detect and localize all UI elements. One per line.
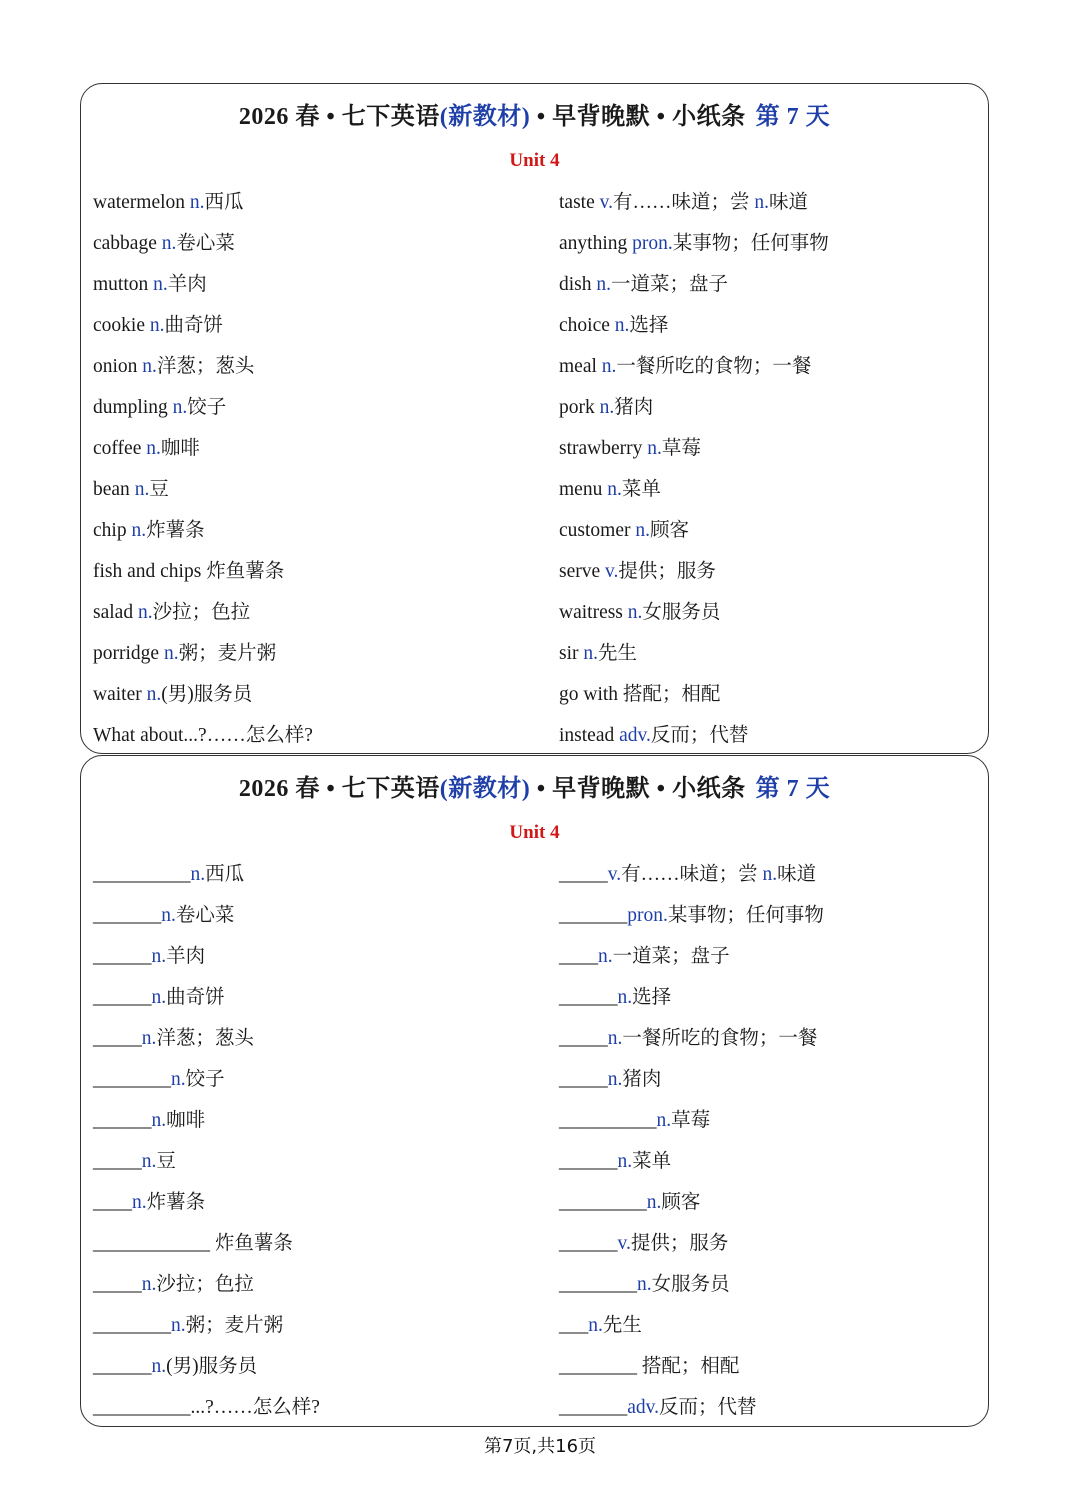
- part-of-speech: n.: [153, 274, 168, 295]
- title-edition: (新教材): [439, 776, 531, 802]
- dictation-row: [93, 860, 533, 901]
- dictation-row: [559, 983, 979, 1024]
- vocab-meaning: 选择: [632, 987, 672, 1008]
- vocab-meaning: 搭配；相配: [618, 684, 721, 705]
- word-list-left: [93, 188, 533, 762]
- part-of-speech: v.: [605, 561, 619, 582]
- part-of-speech: n.: [163, 643, 179, 664]
- vocab-meaning: 有……味道；尝: [612, 192, 755, 213]
- part-of-speech: n.: [656, 1110, 672, 1131]
- vocab-word: strawberry: [559, 438, 648, 459]
- part-of-speech: n.: [151, 1110, 167, 1131]
- title-day: 第 7 天: [755, 776, 831, 802]
- vocab-meaning: 先生: [602, 1315, 642, 1336]
- answer-blank: ____: [93, 1192, 132, 1213]
- dictation-row: [93, 1270, 533, 1311]
- vocab-row: [559, 393, 979, 434]
- part-of-speech: pron.: [627, 905, 668, 926]
- dictation-row: [93, 901, 533, 942]
- answer-blank: ______: [93, 1110, 152, 1131]
- part-of-speech: n.: [151, 1356, 167, 1377]
- vocab-row: [93, 434, 533, 475]
- card-title: [81, 96, 988, 131]
- title-prefix: 2026 春 • 七下英语: [238, 104, 440, 130]
- part-of-speech: n.: [607, 1069, 623, 1090]
- vocab-meaning: 顾客: [661, 1192, 701, 1213]
- part-of-speech: adv.: [619, 725, 651, 746]
- part-of-speech: n.: [151, 987, 167, 1008]
- vocab-meaning: 草莓: [671, 1110, 711, 1131]
- vocab-meaning: 炸薯条: [146, 520, 205, 541]
- vocab-word: What about...?: [93, 725, 207, 746]
- part-of-speech: n.: [142, 356, 157, 377]
- dictation-row: [559, 1065, 979, 1106]
- answer-blank: __________: [93, 864, 191, 885]
- vocab-meaning: 饺子: [187, 397, 227, 418]
- title-suffix: • 早背晚默 • 小纸条: [530, 104, 746, 130]
- vocab-word: instead: [559, 725, 620, 746]
- vocab-row: [559, 516, 979, 557]
- dictation-row: [559, 1147, 979, 1188]
- part-of-speech: n.: [171, 1315, 186, 1336]
- answer-blank: ________: [559, 1356, 637, 1377]
- vocab-meaning: 猪肉: [622, 1069, 662, 1090]
- dictation-row: [93, 1106, 533, 1147]
- vocab-row: [93, 270, 533, 311]
- vocab-row: [93, 680, 533, 721]
- answer-blank: _______: [559, 905, 628, 926]
- vocab-meaning: 提供；服务: [618, 561, 716, 582]
- vocab-meaning: 猪肉: [614, 397, 654, 418]
- vocab-word: salad: [93, 602, 138, 623]
- part-of-speech: adv.: [627, 1397, 660, 1418]
- part-of-speech: n.: [607, 1028, 623, 1049]
- part-of-speech: n.: [172, 397, 188, 418]
- part-of-speech: v.: [617, 1233, 631, 1254]
- vocab-word: cabbage: [93, 233, 162, 254]
- part-of-speech: n.: [617, 1151, 633, 1172]
- vocab-meaning: 一道菜；盘子: [611, 274, 729, 295]
- vocab-meaning: 选择: [629, 315, 669, 336]
- vocab-row: [559, 311, 979, 352]
- dictation-row: [559, 1393, 979, 1434]
- answer-blank: __________...?: [93, 1397, 214, 1418]
- vocab-meaning: 沙拉；色拉: [156, 1274, 254, 1295]
- vocab-meaning: 咖啡: [166, 1110, 206, 1131]
- vocab-word: go with: [559, 684, 619, 705]
- vocab-row: [559, 188, 979, 229]
- answer-blank: _____: [559, 1028, 608, 1049]
- answer-blank: _____: [93, 1151, 142, 1172]
- answer-blank: _______: [93, 905, 162, 926]
- vocab-row: [93, 311, 533, 352]
- title-edition: (新教材): [439, 104, 531, 130]
- blank-list-left: [93, 860, 533, 1434]
- vocab-word: porridge: [93, 643, 164, 664]
- dictation-row: [559, 1229, 979, 1270]
- part-of-speech: n.: [141, 1151, 157, 1172]
- part-of-speech: n.: [141, 1028, 157, 1049]
- dictation-row: [93, 942, 533, 983]
- vocab-word: meal: [559, 356, 602, 377]
- answer-blank: ______: [93, 987, 152, 1008]
- vocab-row: [93, 475, 533, 516]
- part-of-speech: n.: [607, 479, 622, 500]
- dictation-row: [93, 1065, 533, 1106]
- vocab-meaning: 草莓: [661, 438, 701, 459]
- vocab-meaning: 羊肉: [166, 946, 206, 967]
- vocab-word: watermelon: [93, 192, 190, 213]
- vocab-row: [93, 516, 533, 557]
- vocab-row: [93, 352, 533, 393]
- part-of-speech: n.: [754, 192, 769, 213]
- vocab-row: [559, 475, 979, 516]
- vocab-meaning: 西瓜: [205, 864, 245, 885]
- vocab-meaning: 先生: [598, 643, 638, 664]
- vocab-meaning: ……怎么样?: [206, 725, 313, 746]
- vocab-word: cookie: [93, 315, 150, 336]
- vocab-word: menu: [559, 479, 608, 500]
- vocab-word: dumpling: [93, 397, 173, 418]
- vocab-meaning: 卷心菜: [176, 233, 235, 254]
- vocab-meaning: ……怎么样?: [213, 1397, 320, 1418]
- blank-list-right: [559, 860, 979, 1434]
- vocab-meaning: 洋葱；葱头: [156, 356, 255, 377]
- vocab-word: bean: [93, 479, 135, 500]
- vocab-row: [559, 229, 979, 270]
- vocab-meaning: 味道: [768, 192, 808, 213]
- dictation-row: [559, 1024, 979, 1065]
- vocab-word: choice: [559, 315, 615, 336]
- unit-heading: Unit 4: [509, 822, 560, 843]
- vocab-meaning: 一道菜；盘子: [612, 946, 730, 967]
- vocab-meaning: 炸鱼薯条: [210, 1233, 293, 1254]
- vocab-meaning: 咖啡: [160, 438, 200, 459]
- part-of-speech: n.: [646, 1192, 662, 1213]
- vocab-row: [559, 557, 979, 598]
- part-of-speech: n.: [149, 315, 165, 336]
- part-of-speech: v.: [599, 192, 613, 213]
- dictation-row: [93, 1188, 533, 1229]
- vocab-row: [93, 557, 533, 598]
- answer-blank: _______: [559, 1397, 628, 1418]
- vocab-meaning: 某事物；任何事物: [667, 905, 824, 926]
- vocab-meaning: 洋葱；葱头: [156, 1028, 254, 1049]
- answer-blank: ______: [93, 1356, 152, 1377]
- vocab-meaning: 卷心菜: [175, 905, 235, 926]
- part-of-speech: n.: [583, 643, 598, 664]
- part-of-speech: n.: [146, 684, 162, 705]
- page-footer: 第7页,共16页: [483, 1436, 597, 1457]
- vocab-row: [559, 270, 979, 311]
- part-of-speech: n.: [131, 520, 147, 541]
- part-of-speech: n.: [189, 192, 205, 213]
- vocab-word: pork: [559, 397, 600, 418]
- vocab-meaning: 反而；代替: [659, 1397, 757, 1418]
- dictation-row: [93, 1393, 533, 1434]
- card-title: [81, 768, 988, 803]
- dictation-row: [93, 983, 533, 1024]
- part-of-speech: n.: [637, 1274, 652, 1295]
- dictation-row: [93, 1024, 533, 1065]
- dictation-row: [559, 1106, 979, 1147]
- part-of-speech: n.: [190, 864, 206, 885]
- answer-blank: ____: [559, 946, 598, 967]
- answer-blank: ______: [559, 1233, 618, 1254]
- answer-blank: ________: [93, 1315, 171, 1336]
- word-list-right: [559, 188, 979, 762]
- vocab-row: [559, 598, 979, 639]
- answer-blank: _____: [93, 1274, 142, 1295]
- vocab-meaning: 豆: [156, 1151, 176, 1172]
- title-day: 第 7 天: [755, 104, 831, 130]
- answer-blank: ______: [559, 1151, 618, 1172]
- answer-blank: _________: [559, 1192, 647, 1213]
- vocab-word: mutton: [93, 274, 154, 295]
- part-of-speech: n.: [132, 1192, 147, 1213]
- part-of-speech: n.: [161, 233, 177, 254]
- vocab-word: chip: [93, 520, 132, 541]
- vocab-word: sir: [559, 643, 584, 664]
- vocab-meaning: 炸薯条: [146, 1192, 206, 1213]
- part-of-speech: n.: [599, 397, 615, 418]
- part-of-speech: n.: [141, 1274, 157, 1295]
- vocab-meaning: 味道: [777, 864, 817, 885]
- vocab-meaning: (男)服务员: [161, 684, 253, 705]
- vocab-row: [559, 434, 979, 475]
- vocab-card-dictation: [80, 755, 989, 1427]
- answer-blank: ______: [93, 946, 152, 967]
- vocab-meaning: 反而；代替: [650, 725, 749, 746]
- dictation-row: [93, 1311, 533, 1352]
- dictation-row: [559, 942, 979, 983]
- dictation-row: [559, 1270, 979, 1311]
- dictation-row: [559, 1188, 979, 1229]
- answer-blank: ___: [559, 1315, 589, 1336]
- part-of-speech: n.: [146, 438, 161, 459]
- vocab-meaning: 提供；服务: [630, 1233, 729, 1254]
- part-of-speech: v.: [607, 864, 622, 885]
- dictation-row: [93, 1352, 533, 1393]
- part-of-speech: n.: [161, 905, 176, 926]
- vocab-word: waiter: [93, 684, 147, 705]
- vocab-row: [559, 680, 979, 721]
- vocab-meaning: 菜单: [632, 1151, 672, 1172]
- vocab-row: [93, 639, 533, 680]
- part-of-speech: n.: [617, 987, 633, 1008]
- vocab-meaning: 饺子: [185, 1069, 225, 1090]
- answer-blank: _____: [93, 1028, 142, 1049]
- part-of-speech: n.: [151, 946, 167, 967]
- vocab-meaning: 某事物；任何事物: [672, 233, 829, 254]
- vocab-word: taste: [559, 192, 600, 213]
- vocab-meaning: 一餐所吃的食物；一餐: [622, 1028, 818, 1049]
- vocab-card-answers: [80, 83, 989, 754]
- dictation-row: [559, 901, 979, 942]
- vocab-row: [559, 639, 979, 680]
- part-of-speech: n.: [762, 864, 778, 885]
- part-of-speech: n.: [134, 479, 150, 500]
- vocab-row: [93, 188, 533, 229]
- vocab-row: [93, 598, 533, 639]
- dictation-row: [93, 1229, 533, 1270]
- vocab-word: dish: [559, 274, 597, 295]
- part-of-speech: n.: [588, 1315, 603, 1336]
- vocab-row: [559, 352, 979, 393]
- vocab-meaning: 豆: [149, 479, 169, 500]
- vocab-meaning: 顾客: [649, 520, 689, 541]
- vocab-meaning: 羊肉: [167, 274, 207, 295]
- vocab-word: customer: [559, 520, 636, 541]
- part-of-speech: n.: [627, 602, 643, 623]
- vocab-meaning: 一餐所吃的食物；一餐: [616, 356, 812, 377]
- part-of-speech: n.: [647, 438, 662, 459]
- vocab-word: serve: [559, 561, 606, 582]
- vocab-meaning: 菜单: [621, 479, 661, 500]
- part-of-speech: n.: [137, 602, 153, 623]
- unit-heading: Unit 4: [509, 150, 560, 171]
- dictation-row: [559, 860, 979, 901]
- title-suffix: • 早背晚默 • 小纸条: [530, 776, 746, 802]
- answer-blank: _____: [559, 1069, 608, 1090]
- vocab-word: coffee: [93, 438, 147, 459]
- part-of-speech: n.: [171, 1069, 186, 1090]
- vocab-meaning: 搭配；相配: [637, 1356, 740, 1377]
- vocab-meaning: 曲奇饼: [166, 987, 225, 1008]
- part-of-speech: pron.: [632, 233, 673, 254]
- answer-blank: _____: [559, 864, 608, 885]
- vocab-meaning: 西瓜: [204, 192, 244, 213]
- vocab-row: [93, 393, 533, 434]
- answer-blank: ____________: [93, 1233, 210, 1254]
- dictation-row: [559, 1311, 979, 1352]
- part-of-speech: n.: [614, 315, 630, 336]
- vocab-word: fish and chips: [93, 561, 202, 582]
- part-of-speech: n.: [601, 356, 617, 377]
- vocab-word: anything: [559, 233, 633, 254]
- title-prefix: 2026 春 • 七下英语: [238, 776, 440, 802]
- vocab-meaning: 女服务员: [651, 1274, 730, 1295]
- part-of-speech: n.: [596, 274, 612, 295]
- vocab-meaning: 有……味道；尝: [621, 864, 763, 885]
- answer-blank: __________: [559, 1110, 657, 1131]
- dictation-row: [93, 1147, 533, 1188]
- vocab-meaning: 沙拉；色拉: [152, 602, 251, 623]
- vocab-meaning: 炸鱼薯条: [201, 561, 285, 582]
- vocab-meaning: 女服务员: [642, 602, 721, 623]
- vocab-meaning: (男)服务员: [166, 1356, 258, 1377]
- answer-blank: ______: [559, 987, 618, 1008]
- vocab-word: onion: [93, 356, 143, 377]
- vocab-row: [93, 229, 533, 270]
- answer-blank: ________: [559, 1274, 637, 1295]
- part-of-speech: n.: [598, 946, 613, 967]
- vocab-meaning: 粥；麦片粥: [178, 643, 277, 664]
- vocab-word: waitress: [559, 602, 628, 623]
- vocab-meaning: 粥；麦片粥: [185, 1315, 284, 1336]
- part-of-speech: n.: [635, 520, 650, 541]
- answer-blank: ________: [93, 1069, 171, 1090]
- vocab-meaning: 曲奇饼: [164, 315, 223, 336]
- dictation-row: [559, 1352, 979, 1393]
